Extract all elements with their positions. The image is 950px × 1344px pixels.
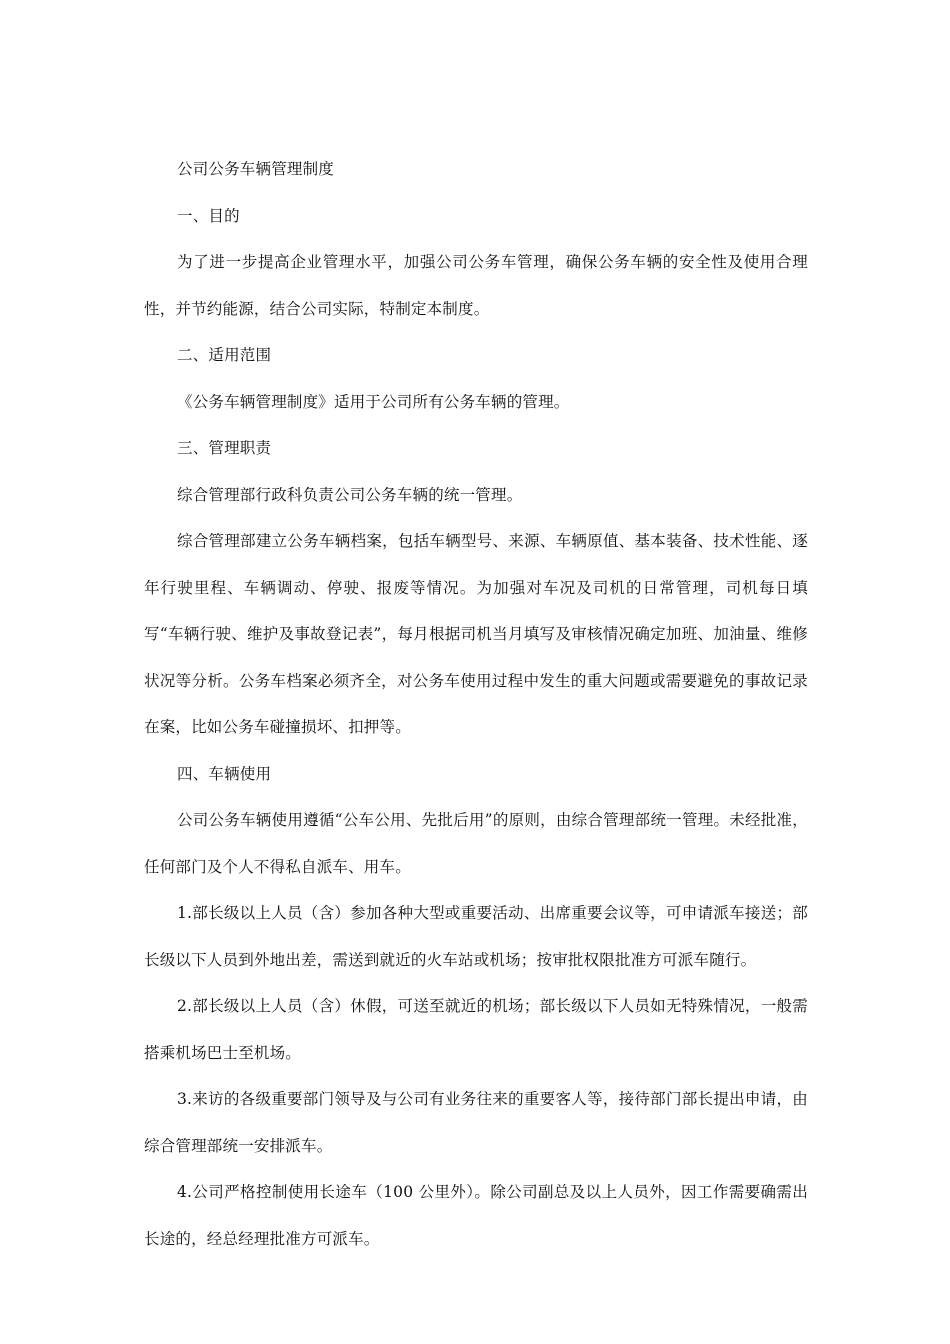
section-heading-purpose: 一、目的 <box>177 206 240 225</box>
paragraph-responsibility-1: 综合管理部行政科负责公司公务车辆的统一管理。 <box>177 485 523 504</box>
paragraph-vehicle-use-item-4: 4.公司严格控制使用长途车（100 公里外）。除公司副总及以上人员外，因工作需要确需出长途的，经总经理批准方可派车。 <box>144 1183 808 1248</box>
paragraph-vehicle-use-item-3: 3.来访的各级重要部门领导及与公司有业务往来的重要客人等，接待部门部长提出申请，由综合管理部统一安排派车。 <box>144 1090 808 1155</box>
paragraph-responsibility-2: 综合管理部建立公务车辆档案，包括车辆型号、来源、车辆原值、基本装备、技术性能、逐年行驶里程、车辆调动、停驶、报废等情况。为加强对车况及司机的日常管理，司机每日填写“车辆行驶、维护及事故登记表”，每月根据司机当月填写及审核情况确定加班、加油量、维修状况等分析。公务车档案必须齐全，对公务车使用过程中发生的重大问题或需要避免的事故记录在案，比如公务车碰撞损坏、扣押等。 <box>144 532 808 736</box>
paragraph-vehicle-use-item-2: 2.部长级以上人员（含）休假，可送至就近的机场；部长级以下人员如无特殊情况，一般需搭乘机场巴士至机场。 <box>144 997 808 1062</box>
section-heading-scope: 二、适用范围 <box>177 346 272 364</box>
paragraph-vehicle-use-item-1: 1.部长级以上人员（含）参加各种大型或重要活动、出席重要会议等，可申请派车接送；部长级以下人员到外地出差，需送到就近的火车站或机场；按审批权限批准方可派车随行。 <box>144 904 808 969</box>
document-body <box>144 146 808 1262</box>
paragraph-scope: 《公务车辆管理制度》适用于公司所有公务车辆的管理。 <box>177 392 570 411</box>
section-heading-responsibilities: 三、管理职责 <box>177 439 272 457</box>
section-heading-vehicle-use: 四、车辆使用 <box>177 764 272 783</box>
document-title: 公司公务车辆管理制度 <box>177 160 335 178</box>
paragraph-purpose: 为了进一步提高企业管理水平，加强公司公务车管理，确保公务车辆的安全性及使用合理性，并节约能源，结合公司实际，特制定本制度。 <box>144 253 808 318</box>
paragraph-vehicle-use-intro: 公司公务车辆使用遵循“公车公用、先批后用”的原则，由综合管理部统一管理。未经批准，任何部门及个人不得私自派车、用车。 <box>144 811 808 876</box>
